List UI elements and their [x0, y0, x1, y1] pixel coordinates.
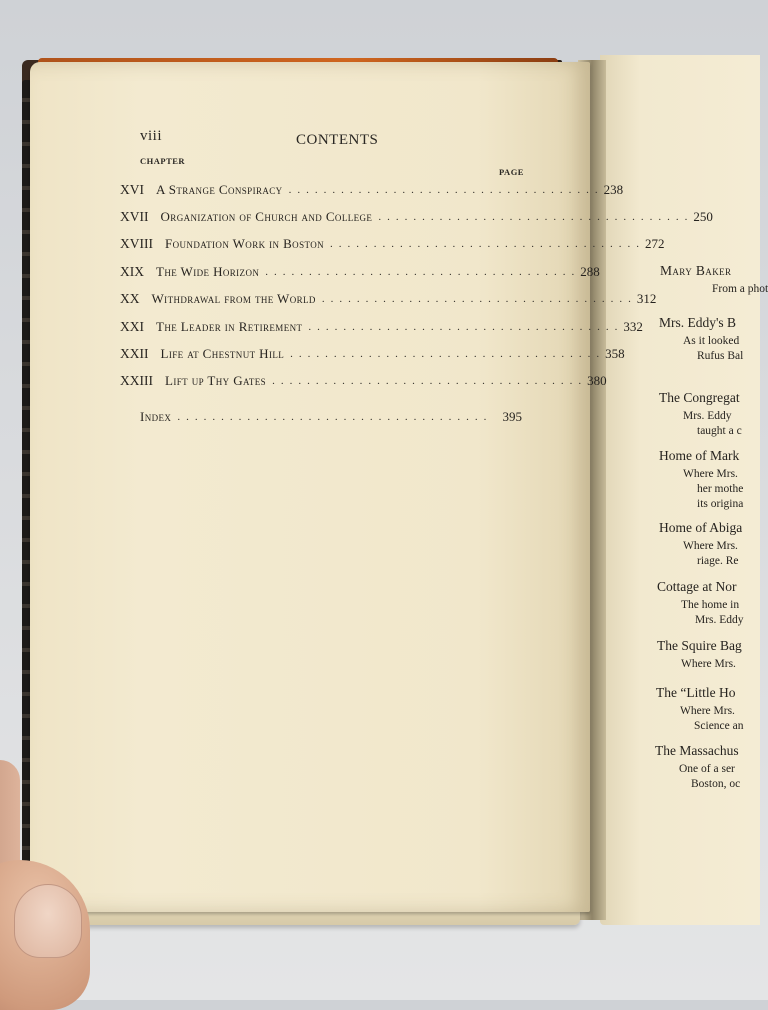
index-title: Index: [140, 408, 172, 424]
chapter-page: 238: [603, 181, 624, 197]
chapter-number: XX: [120, 291, 140, 307]
illustration-heading: Home of Abiga: [659, 520, 743, 535]
illustration-caption: The home in: [681, 599, 740, 611]
illustration-heading: The Squire Bag: [657, 638, 742, 653]
toc-entry: [120, 313, 643, 340]
chapter-title: The Wide Horizon: [156, 263, 260, 279]
illustration-caption: Boston, oc: [691, 778, 741, 790]
right-page-text: [600, 55, 768, 925]
chapter-page: 358: [605, 346, 625, 362]
chapter-title: Life at Chestnut Hill: [160, 346, 285, 362]
chapter-title: Withdrawal from the World: [151, 291, 316, 307]
chapter-page: 380: [587, 373, 607, 389]
illustration-caption: Where Mrs.: [681, 658, 736, 670]
thumbnail: [14, 884, 82, 958]
chapter-title: Foundation Work in Boston: [165, 236, 325, 252]
illustration-caption: Mrs. Eddy: [695, 614, 744, 626]
chapter-number: XVIII: [120, 236, 153, 252]
illustration-heading: Cottage at Nor: [657, 579, 737, 594]
dot-leader: ....................................: [330, 238, 646, 251]
illustration-caption: Where Mrs.: [683, 540, 738, 552]
toc-entry: [120, 231, 665, 258]
illustration-caption: From a phot: [712, 283, 768, 295]
illustration-heading: The Massachus: [655, 743, 739, 758]
chapter-column-label: CHAPTER: [140, 156, 186, 166]
chapter-number: XIX: [120, 263, 144, 279]
chapter-title: The Leader in Retirement: [156, 318, 303, 334]
illustration-heading: Mrs. Eddy's B: [659, 315, 737, 330]
dot-leader: ....................................: [265, 265, 581, 278]
dot-leader: ....................................: [308, 320, 624, 333]
index-page: 395: [502, 408, 522, 424]
toc-entry: [120, 340, 625, 367]
chapter-page: 250: [693, 209, 713, 225]
dot-leader: ....................................: [272, 375, 588, 388]
illustration-caption: her mothe: [697, 483, 744, 495]
toc-entry: [120, 368, 607, 395]
illustration-caption: Rufus Bal: [697, 350, 744, 362]
chapter-page: 288: [580, 263, 600, 279]
dot-leader: ....................................: [378, 211, 694, 224]
dot-leader: ....................................: [288, 183, 604, 196]
illustration-heading: The Congregat: [659, 390, 740, 405]
illustration-caption: its origina: [697, 498, 744, 510]
chapter-title: Organization of Church and College: [160, 209, 373, 225]
toc-entry: [120, 203, 713, 230]
chapter-number: XVI: [120, 181, 144, 197]
toc-entry: [120, 176, 624, 203]
dot-leader: ....................................: [321, 293, 637, 306]
chapter-page: 312: [636, 291, 657, 307]
chapter-title: A Strange Conspiracy: [156, 181, 283, 197]
illustration-caption: Where Mrs.: [680, 705, 735, 717]
dot-leader: ....................................: [177, 410, 493, 423]
chapter-page: 332: [623, 318, 643, 334]
chapter-page: 272: [645, 236, 665, 252]
illustration-caption: riage. Re: [697, 555, 739, 567]
page-number: viii: [140, 128, 163, 144]
illustration-heading: The “Little Ho: [656, 685, 736, 700]
chapter-title: Lift up Thy Gates: [165, 373, 267, 389]
chapter-number: XXI: [120, 318, 144, 334]
page-column-label: PAGE: [499, 167, 524, 177]
toc-entry: [120, 258, 600, 285]
illustration-caption: Where Mrs.: [683, 468, 738, 480]
illustration-caption: Science an: [694, 720, 744, 732]
contents-heading: CONTENTS: [296, 132, 379, 148]
chapter-number: XXIII: [120, 373, 153, 389]
illustration-heading: Mary Baker: [660, 263, 732, 278]
toc-entry: [120, 286, 657, 313]
toc-index-entry: [120, 403, 522, 430]
illustration-caption: As it looked: [683, 335, 740, 347]
illustration-heading: Home of Mark: [659, 448, 740, 463]
illustration-caption: taught a c: [697, 425, 742, 437]
illustration-caption: Mrs. Eddy: [683, 410, 732, 422]
chapter-number: XVII: [120, 209, 149, 225]
illustration-caption: One of a ser: [679, 763, 735, 775]
chapter-number: XXII: [120, 346, 149, 362]
dot-leader: ....................................: [290, 348, 606, 361]
